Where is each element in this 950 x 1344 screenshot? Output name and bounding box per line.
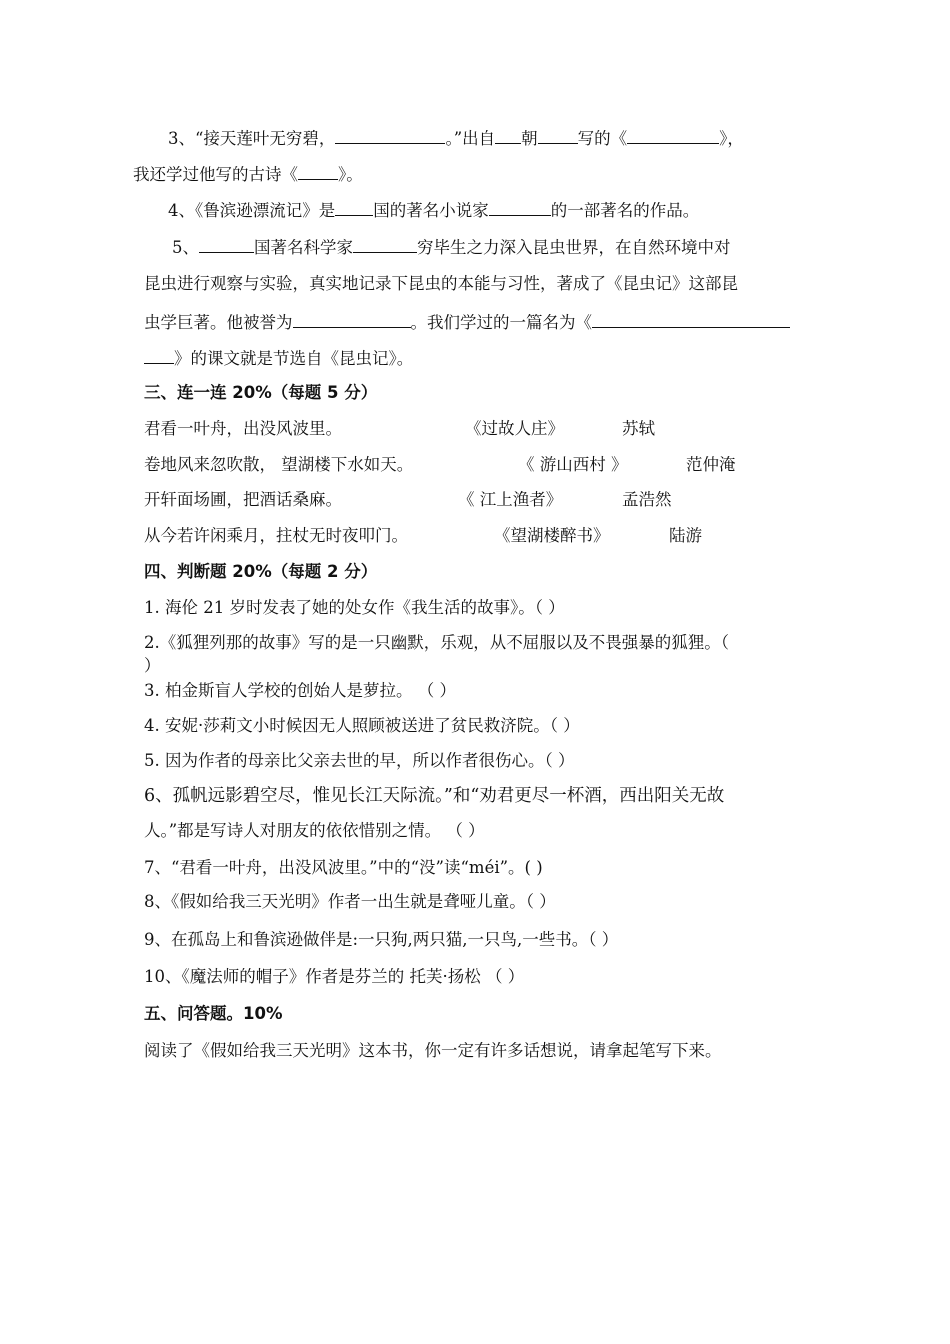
q3-line2 [133, 163, 363, 186]
section4-title: 四、判断题 20%（每题 2 分） [144, 562, 378, 581]
q5-blank-scientist[interactable] [353, 236, 417, 253]
s3-row1-verse[interactable]: 君看一叶舟，出没风波里。 [144, 419, 342, 438]
s4-q4: 4. 安妮·莎莉文小时候因无人照顾被送进了贫民救济院。（ ） [144, 716, 580, 735]
q5-blank-country[interactable] [199, 236, 254, 253]
q3-blank-author[interactable] [538, 127, 578, 144]
q3-blank-dynasty[interactable] [495, 127, 521, 144]
q5-line2: 昆虫进行观察与实验，真实地记录下昆虫的本能与习性，著成了《昆虫记》这部昆 [144, 274, 738, 293]
q4-line [168, 199, 699, 222]
q4-blank-author[interactable] [489, 199, 551, 216]
s4-q5: 5. 因为作者的母亲比父亲去世的早，所以作者很伤心。（ ） [144, 751, 575, 770]
q3-text-a: 3、“接天莲叶无穷碧， [168, 129, 336, 148]
s3-row3-verse[interactable]: 开轩面场圃，把酒话桑麻。 [144, 490, 342, 509]
q3-blank-verse[interactable] [335, 127, 445, 144]
q3-line1 [168, 127, 744, 150]
s3-row1-poem[interactable]: 《过故人庄》 [465, 419, 564, 438]
s3-row4-verse[interactable]: 从今若许闲乘月，拄杖无时夜叩门。 [144, 526, 408, 545]
s4-q2: 2.《狐狸列那的故事》写的是一只幽默，乐观，从不屈服以及不畏强暴的狐狸。（ [144, 633, 729, 652]
s4-q9: 9、在孤岛上和鲁滨逊做伴是:一只狗,两只猫,一只鸟,一些书。（ ） [144, 930, 619, 949]
s3-row4-poem[interactable]: 《望湖楼醉书》 [494, 526, 610, 545]
q3-blank-poem[interactable] [627, 127, 719, 144]
s3-row2-author[interactable]: 范仲淹 [686, 455, 736, 474]
s4-q10: 10、《魔法师的帽子》作者是芬兰的 托芙·扬松 （ ） [144, 967, 525, 986]
s4-q6-cont: 人。”都是写诗人对朋友的依依惜别之情。 （ ） [144, 821, 485, 840]
s3-row1-author[interactable]: 苏轼 [622, 419, 655, 438]
q3-text-d: 写的《 [577, 129, 628, 148]
q3-text-c: 朝 [521, 129, 538, 148]
q5-blank-lesson[interactable] [592, 311, 790, 328]
s4-q6: 6、孤帆远影碧空尽，惟见长江天际流。”和“劝君更尽一杯酒，西出阳关无故 [144, 786, 725, 806]
q5-line3-text-b: 。我们学过的一篇名为《 [410, 313, 592, 332]
q5-line1 [172, 236, 731, 259]
q4-blank-country[interactable] [335, 199, 373, 216]
s3-row3-poem[interactable]: 《 江上渔者》 [458, 490, 563, 509]
section3-title: 三、连一连 20%（每题 5 分） [144, 383, 378, 402]
q5-line4-text: 》的课文就是节选自《昆虫记》。 [174, 349, 414, 368]
s4-q7: 7、“君看一叶舟，出没风波里。”中的“没”读“méi”。( ) [144, 858, 543, 877]
q3-line2-text-b: 》。 [338, 165, 363, 184]
q4-text-b: 国的著名小说家 [373, 201, 489, 220]
s4-q1: 1. 海伦 21 岁时发表了她的处女作《我生活的故事》。（ ） [144, 598, 565, 617]
q5-text-c: 穷毕生之力深入昆虫世界，在自然环境中对 [417, 238, 731, 257]
s4-q8: 8、《假如给我三天光明》作者一出生就是聋哑儿童。（ ） [144, 892, 556, 911]
q4-text-a: 4、《鲁滨逊漂流记》是 [168, 201, 336, 220]
s3-row4-author[interactable]: 陆游 [669, 526, 702, 545]
q5-blank-lesson-cont[interactable] [144, 347, 174, 364]
q4-text-c: 的一部著名的作品。 [550, 201, 700, 220]
s3-row2-poem[interactable]: 《 游山西村 》 [518, 455, 628, 474]
s4-q3: 3. 柏金斯盲人学校的创始人是萝拉。 （ ） [144, 681, 456, 700]
q5-line3-text-a: 虫学巨著。他被誉为 [144, 313, 293, 332]
q5-text-a: 5、 [172, 238, 199, 257]
s5-prompt: 阅读了《假如给我三天光明》这本书，你一定有许多话想说，请拿起笔写下来。 [144, 1041, 722, 1060]
section5-title: 五、问答题。10% [144, 1004, 283, 1023]
s3-row2-verse[interactable]: 卷地风来忽吹散， 望湖楼下水如天。 [144, 455, 414, 474]
q5-blank-title[interactable] [293, 311, 411, 328]
q3-line2-text-a: 我还学过他写的古诗《 [133, 165, 298, 184]
q3-text-e: 》， [719, 129, 744, 148]
q3-blank-other-poem[interactable] [298, 163, 338, 180]
q5-line3 [144, 311, 790, 334]
q3-text-b: 。”出自 [445, 129, 496, 148]
s3-row3-author[interactable]: 孟浩然 [622, 490, 672, 509]
q5-line4 [144, 347, 413, 370]
s4-q2-cont: ） [144, 656, 161, 675]
q5-text-b: 国著名科学家 [254, 238, 353, 257]
